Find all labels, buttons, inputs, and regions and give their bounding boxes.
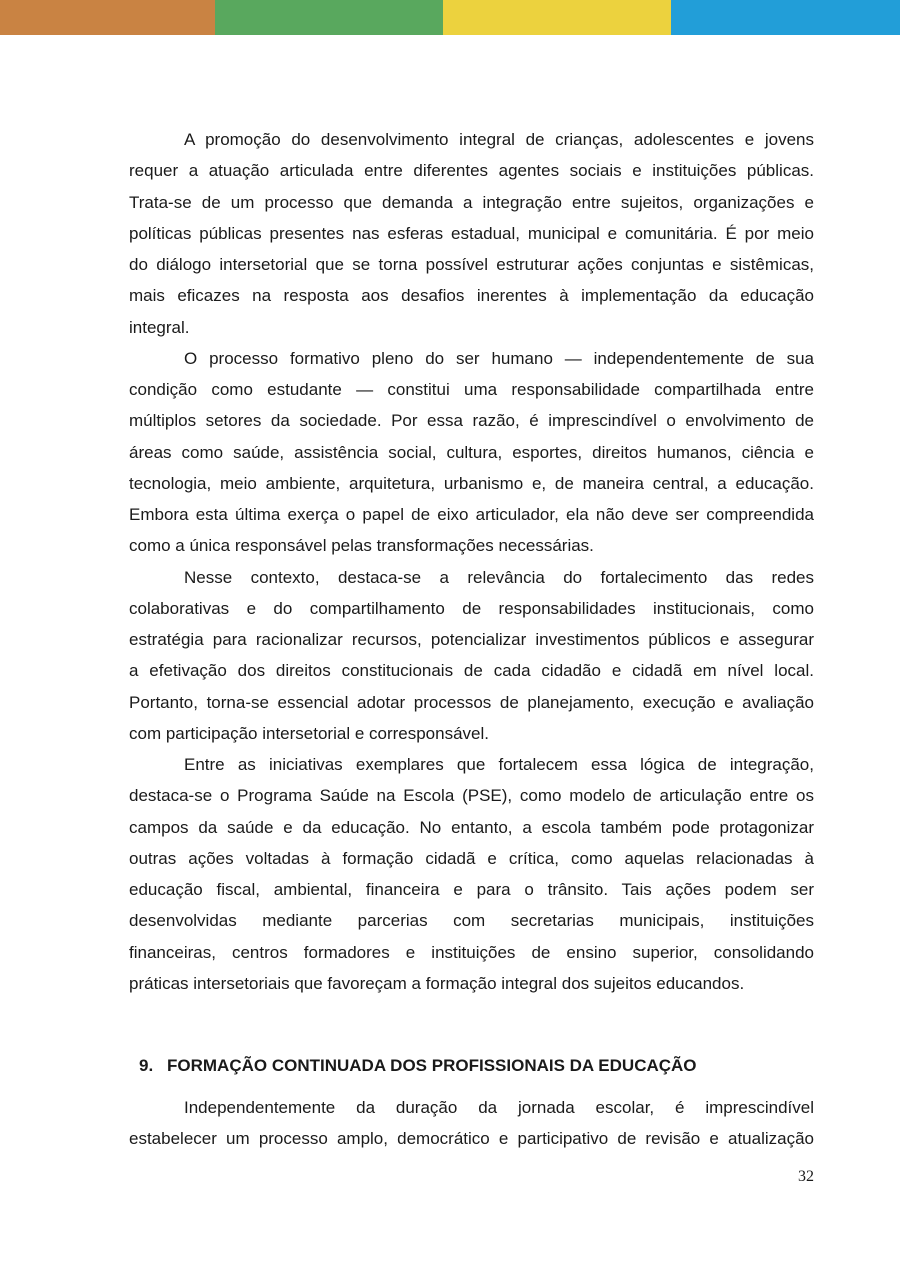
paragraph-line: com participação intersetorial e corresponsável. bbox=[129, 723, 490, 743]
paragraph-line: a efetivação dos direitos constitucionais de cada cidadão e cidadã em nível local. bbox=[129, 661, 814, 681]
paragraph-line: Independentemente da duração da jornada escolar, é imprescindível bbox=[184, 1098, 814, 1117]
paragraph-line: desenvolvidas mediante parcerias com secretarias municipais, instituições bbox=[129, 911, 814, 931]
header-bar-blue bbox=[671, 0, 900, 35]
section-number: 9. bbox=[139, 1056, 154, 1075]
paragraph-line: campos da saúde e da educação. No entanto, a escola também pode protagonizar bbox=[129, 817, 814, 837]
paragraph-line: Trata-se de um processo que demanda a integração entre sujeitos, organizações e bbox=[129, 192, 814, 212]
section-paragraph bbox=[129, 1092, 814, 1155]
section-heading bbox=[139, 1050, 697, 1081]
page-number: 32 bbox=[798, 1168, 814, 1185]
paragraph-line: Nesse contexto, destaca-se a relevância do fortalecimento das redes bbox=[184, 567, 814, 587]
paragraph-line: políticas públicas presentes nas esferas estadual, municipal e comunitária. É por meio bbox=[129, 223, 814, 243]
paragraph bbox=[129, 749, 814, 999]
header-bar-yellow bbox=[443, 0, 671, 35]
paragraph-line: estratégia para racionalizar recursos, potencializar investimentos públicos e assegurar bbox=[129, 630, 814, 649]
paragraph-line: Entre as iniciativas exemplares que fortalecem essa lógica de integração, bbox=[184, 755, 814, 774]
paragraph bbox=[129, 124, 814, 343]
section-title: FORMAÇÃO CONTINUADA DOS PROFISSIONAIS DA EDUCAÇÃO bbox=[167, 1056, 697, 1075]
paragraph-line: educação fiscal, ambiental, financeira e para o trânsito. Tais ações podem ser bbox=[129, 880, 814, 899]
paragraph-line: requer a atuação articulada entre diferentes agentes sociais e instituições públicas. bbox=[129, 161, 814, 181]
body-text bbox=[129, 124, 814, 999]
paragraph bbox=[129, 343, 814, 562]
paragraph bbox=[129, 562, 814, 750]
paragraph-line: O processo formativo pleno do ser humano — independentemente de sua bbox=[184, 348, 814, 368]
paragraph-line: financeiras, centros formadores e instituições de ensino superior, consolidando bbox=[129, 942, 814, 962]
paragraph-line: mais eficazes na resposta aos desafios inerentes à implementação da educação bbox=[129, 286, 814, 306]
paragraph-line: como a única responsável pelas transformações necessárias. bbox=[129, 536, 594, 556]
paragraph-line: integral. bbox=[129, 317, 190, 337]
paragraph-line: Embora esta última exerça o papel de eixo articulador, ela não deve ser compreendida bbox=[129, 505, 814, 524]
header-bar-green bbox=[215, 0, 443, 35]
paragraph-line: Portanto, torna-se essencial adotar processos de planejamento, execução e avaliação bbox=[129, 692, 814, 712]
paragraph-line: do diálogo intersetorial que se torna possível estruturar ações conjuntas e sistêmicas, bbox=[129, 255, 814, 274]
paragraph-line: áreas como saúde, assistência social, cultura, esportes, direitos humanos, ciência e bbox=[129, 442, 814, 462]
paragraph-line: outras ações voltadas à formação cidadã e crítica, como aquelas relacionadas à bbox=[129, 848, 814, 868]
paragraph-line: condição como estudante — constitui uma responsabilidade compartilhada entre bbox=[129, 380, 814, 399]
paragraph-line: colaborativas e do compartilhamento de responsabilidades institucionais, como bbox=[129, 598, 814, 618]
paragraph-line: A promoção do desenvolvimento integral de crianças, adolescentes e jovens bbox=[184, 130, 814, 149]
header-bar-orange bbox=[0, 0, 215, 35]
paragraph-line: tecnologia, meio ambiente, arquitetura, urbanismo e, de maneira central, a educação. bbox=[129, 473, 814, 493]
paragraph-line: destaca-se o Programa Saúde na Escola (PSE), como modelo de articulação entre os bbox=[129, 786, 814, 806]
paragraph-line: múltiplos setores da sociedade. Por essa razão, é imprescindível o envolvimento de bbox=[129, 411, 814, 431]
paragraph-line: estabelecer um processo amplo, democrático e participativo de revisão e atualização bbox=[129, 1129, 814, 1149]
paragraph-line: práticas intersetoriais que favoreçam a formação integral dos sujeitos educandos. bbox=[129, 973, 745, 993]
